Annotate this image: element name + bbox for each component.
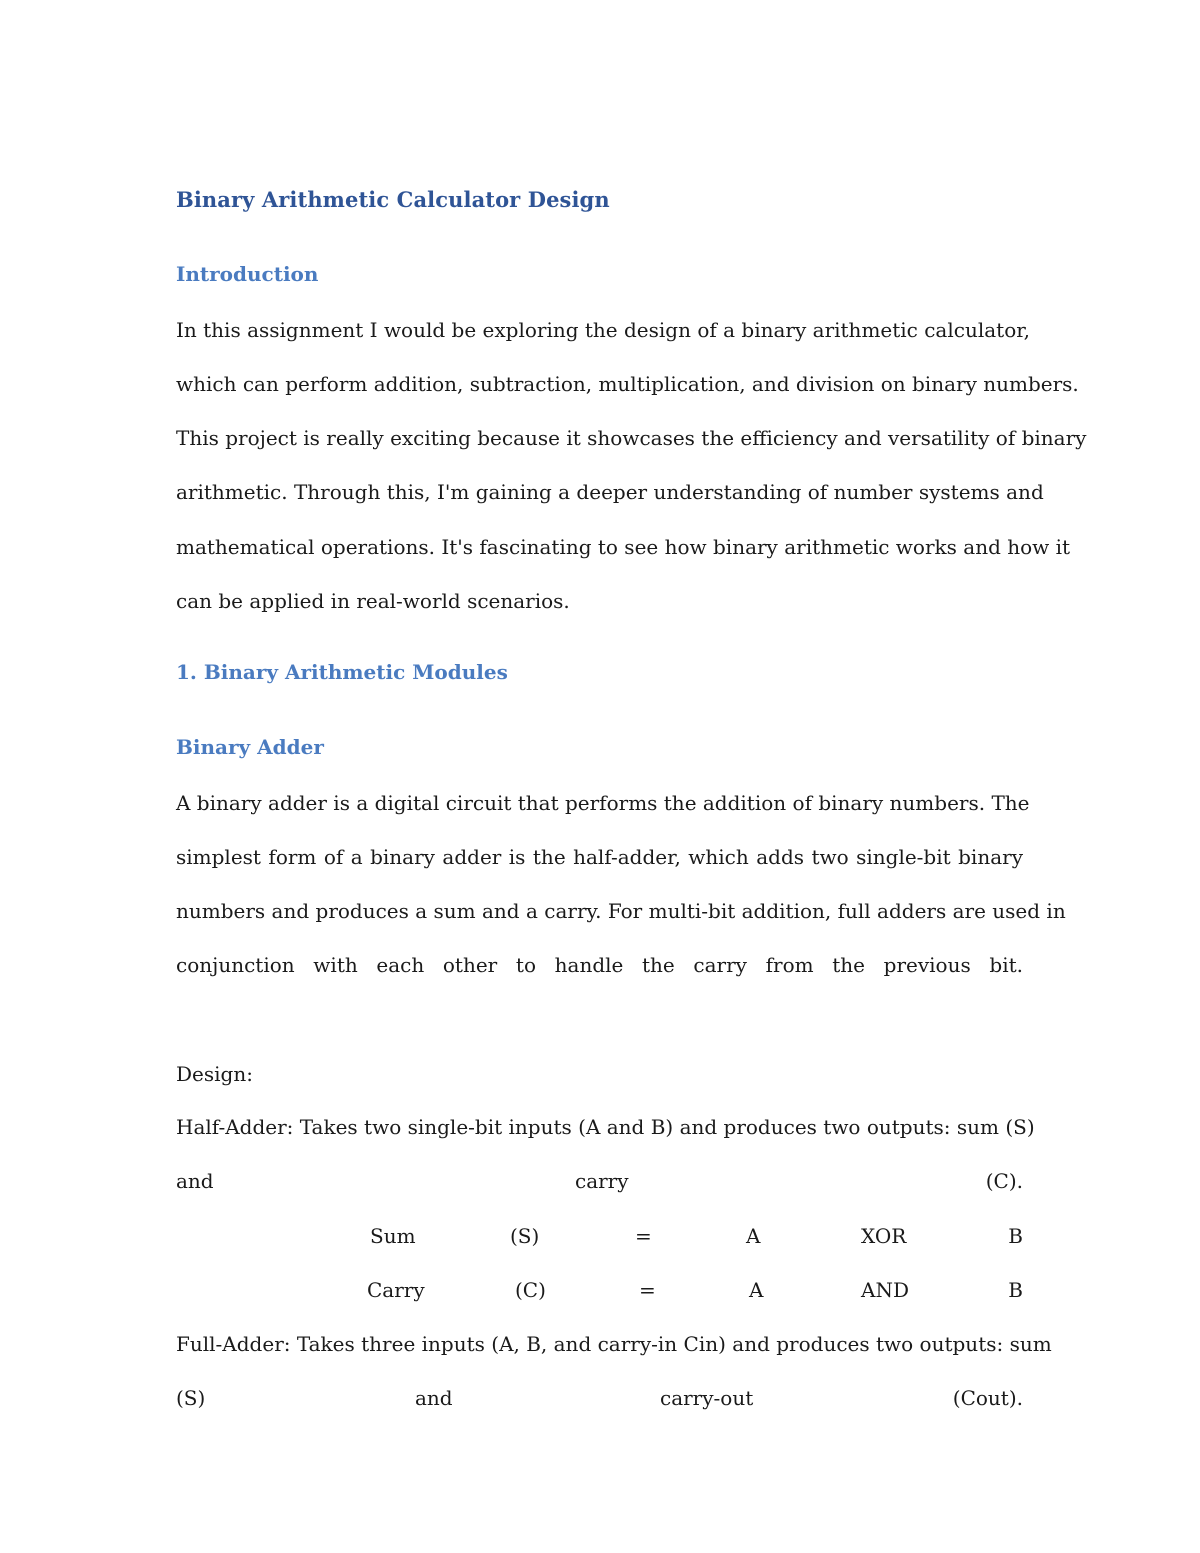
line-word: (Cout). (952, 1386, 1023, 1410)
carry-equation (176, 1276, 1023, 1304)
sum-equation (176, 1222, 1023, 1250)
paragraph-line: mathematical operations. It's fascinating to see how binary arithmetic works and how it (176, 535, 1071, 559)
document-page (176, 0, 1087, 1553)
design-label: Design: (176, 1062, 253, 1086)
modules-heading: 1. Binary Arithmetic Modules (176, 660, 508, 684)
paragraph-line: numbers and produces a sum and a carry. For multi-bit addition, full adders are used in (176, 899, 1066, 923)
equation-term: = (639, 1278, 656, 1302)
paragraph-line: This project is really exciting because it showcases the efficiency and versatility of binary (176, 426, 1087, 450)
line-word: carry-out (660, 1386, 754, 1410)
line-word: carry (575, 1169, 629, 1193)
equation-term: XOR (861, 1224, 907, 1248)
equation-term: Carry (367, 1278, 425, 1302)
equation-term: A (749, 1278, 764, 1302)
paragraph-line: arithmetic. Through this, I'm gaining a deeper understanding of number systems and (176, 480, 1044, 504)
equation-term: = (635, 1224, 652, 1248)
document-title: Binary Arithmetic Calculator Design (176, 187, 610, 212)
equation-term: B (1008, 1224, 1023, 1248)
paragraph-line: conjunction with each other to handle the carry from the previous bit. (176, 953, 1023, 977)
paragraph-line: A binary adder is a digital circuit that performs the addition of binary numbers. The (176, 791, 1030, 815)
line-word: (C). (985, 1169, 1023, 1193)
paragraph-line (176, 1167, 1023, 1195)
paragraph-line: Full-Adder: Takes three inputs (A, B, and carry-in Cin) and produces two outputs: sum (176, 1332, 1052, 1356)
paragraph-line: can be applied in real-world scenarios. (176, 589, 570, 613)
paragraph-line: which can perform addition, subtraction, multiplication, and division on binary numbers. (176, 372, 1079, 396)
equation-term: Sum (370, 1224, 416, 1248)
paragraph-line: In this assignment I would be exploring the design of a binary arithmetic calculator, (176, 318, 1030, 342)
equation-term: AND (861, 1278, 909, 1302)
equation-term: B (1008, 1278, 1023, 1302)
equation-term: (C) (515, 1278, 546, 1302)
line-word: and (415, 1386, 453, 1410)
binary-adder-heading: Binary Adder (176, 735, 324, 759)
equation-term: A (746, 1224, 761, 1248)
equation-term: (S) (510, 1224, 540, 1248)
paragraph-line: Half-Adder: Takes two single-bit inputs (A and B) and produces two outputs: sum (S) (176, 1115, 1035, 1139)
line-word: and (176, 1169, 214, 1193)
line-word: (S) (176, 1386, 206, 1410)
paragraph-line (176, 1384, 1023, 1412)
paragraph-line: simplest form of a binary adder is the half-adder, which adds two single-bit binary (176, 845, 1023, 869)
introduction-heading: Introduction (176, 262, 319, 286)
